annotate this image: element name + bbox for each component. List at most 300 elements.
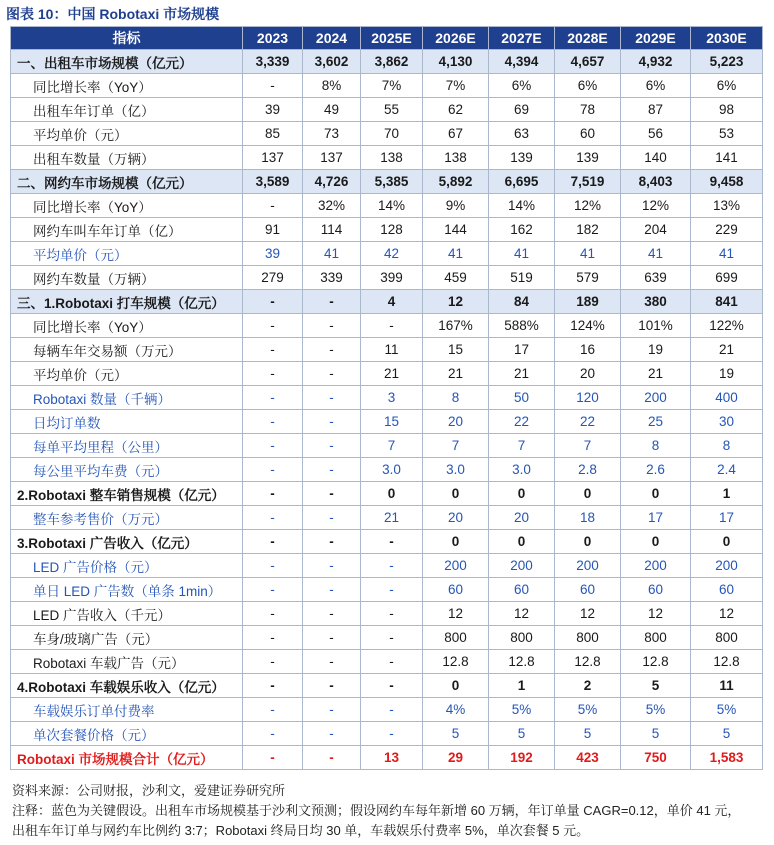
row-label: 4.Robotaxi 车载娱乐收入（亿元） (11, 674, 243, 698)
value-cell: 19 (691, 362, 763, 386)
row-label: 日均订单数 (11, 410, 243, 434)
table-row (11, 746, 763, 770)
source-note: 资料来源：公司财报，沙利文，爱建证券研究所 (12, 783, 286, 798)
value-cell: 15 (423, 338, 489, 362)
table-row (11, 434, 763, 458)
value-cell: 21 (489, 362, 555, 386)
value-cell: 17 (489, 338, 555, 362)
value-cell: 69 (489, 98, 555, 122)
value-cell: 21 (621, 362, 691, 386)
value-cell: 128 (361, 218, 423, 242)
value-cell: 41 (423, 242, 489, 266)
header-year: 2026E (423, 27, 489, 50)
row-label: 平均单价（元） (11, 242, 243, 266)
value-cell: 114 (303, 218, 361, 242)
row-label: 整车参考售价（万元） (11, 506, 243, 530)
value-cell: - (303, 314, 361, 338)
value-cell: 2.4 (691, 458, 763, 482)
value-cell: 0 (423, 482, 489, 506)
value-cell: 101% (621, 314, 691, 338)
row-label: 3.Robotaxi 广告收入（亿元） (11, 530, 243, 554)
row-label: LED 广告收入（千元） (11, 602, 243, 626)
value-cell: 20 (489, 506, 555, 530)
table-body (11, 50, 763, 770)
value-cell: 200 (621, 554, 691, 578)
assumption-note: 注释：蓝色为关键假设。出租车市场规模基于沙利文预测；假设网约车每年新增 60 万辆，年订单量 CAGR=0.12，单价 41 元， (12, 803, 741, 818)
row-label: 同比增长率（YoY） (11, 194, 243, 218)
table-row (11, 458, 763, 482)
value-cell: 204 (621, 218, 691, 242)
value-cell: 588% (489, 314, 555, 338)
row-label: 单日 LED 广告数（单条 1min） (11, 578, 243, 602)
value-cell: 5% (621, 698, 691, 722)
row-label: 平均单价（元） (11, 122, 243, 146)
value-cell: 1 (489, 674, 555, 698)
value-cell: - (303, 578, 361, 602)
value-cell: 0 (423, 530, 489, 554)
value-cell: 200 (489, 554, 555, 578)
value-cell: 167% (423, 314, 489, 338)
value-cell: 12 (691, 602, 763, 626)
table-row (11, 482, 763, 506)
header-year: 2023 (243, 27, 303, 50)
value-cell: 3,602 (303, 50, 361, 74)
value-cell: 21 (423, 362, 489, 386)
value-cell: 5 (621, 722, 691, 746)
row-label: 平均单价（元） (11, 362, 243, 386)
value-cell: - (361, 674, 423, 698)
value-cell: 7 (361, 434, 423, 458)
value-cell: - (243, 290, 303, 314)
table-row (11, 626, 763, 650)
value-cell: 6% (489, 74, 555, 98)
value-cell: 3.0 (361, 458, 423, 482)
value-cell: 20 (423, 506, 489, 530)
value-cell: - (243, 578, 303, 602)
value-cell: 229 (691, 218, 763, 242)
table-row (11, 554, 763, 578)
row-label: Robotaxi 数量（千辆） (11, 386, 243, 410)
table-row (11, 506, 763, 530)
value-cell: 200 (621, 386, 691, 410)
value-cell: 5 (621, 674, 691, 698)
value-cell: 9,458 (691, 170, 763, 194)
value-cell: - (243, 506, 303, 530)
value-cell: 29 (423, 746, 489, 770)
row-label: 同比增长率（YoY） (11, 314, 243, 338)
value-cell: 7 (423, 434, 489, 458)
row-label: 同比增长率（YoY） (11, 74, 243, 98)
table-row (11, 194, 763, 218)
value-cell: 12.8 (621, 650, 691, 674)
table-row (11, 674, 763, 698)
value-cell: 73 (303, 122, 361, 146)
value-cell: 20 (555, 362, 621, 386)
row-label: 网约车叫车年订单（亿） (11, 218, 243, 242)
value-cell: - (243, 722, 303, 746)
value-cell: 18 (555, 506, 621, 530)
value-cell: 137 (243, 146, 303, 170)
value-cell: - (303, 626, 361, 650)
value-cell: 0 (621, 482, 691, 506)
value-cell: 3 (361, 386, 423, 410)
value-cell: 12.8 (691, 650, 763, 674)
value-cell: 11 (361, 338, 423, 362)
value-cell: 4 (361, 290, 423, 314)
value-cell: 56 (621, 122, 691, 146)
table-row (11, 170, 763, 194)
row-label: 出租车数量（万辆） (11, 146, 243, 170)
value-cell: - (303, 482, 361, 506)
value-cell: - (243, 650, 303, 674)
value-cell: 4,932 (621, 50, 691, 74)
value-cell: - (243, 386, 303, 410)
value-cell: 750 (621, 746, 691, 770)
value-cell: - (303, 458, 361, 482)
value-cell: 200 (555, 554, 621, 578)
value-cell: 11 (691, 674, 763, 698)
value-cell: 16 (555, 338, 621, 362)
row-label: 二、网约车市场规模（亿元） (11, 170, 243, 194)
value-cell: 42 (361, 242, 423, 266)
value-cell: 800 (621, 626, 691, 650)
value-cell: 380 (621, 290, 691, 314)
value-cell: 8,403 (621, 170, 691, 194)
value-cell: 122% (691, 314, 763, 338)
value-cell: 200 (423, 554, 489, 578)
value-cell: 41 (621, 242, 691, 266)
value-cell: 8 (691, 434, 763, 458)
value-cell: 12 (423, 602, 489, 626)
value-cell: 5% (489, 698, 555, 722)
value-cell: 5,223 (691, 50, 763, 74)
table-row (11, 386, 763, 410)
table-row (11, 722, 763, 746)
value-cell: - (361, 530, 423, 554)
value-cell: 519 (489, 266, 555, 290)
value-cell: 22 (555, 410, 621, 434)
table-row (11, 122, 763, 146)
value-cell: 6% (691, 74, 763, 98)
robotaxi-market-table (10, 26, 763, 770)
value-cell: 17 (621, 506, 691, 530)
value-cell: 0 (691, 530, 763, 554)
row-label: Robotaxi 市场规模合计（亿元） (11, 746, 243, 770)
value-cell: - (243, 314, 303, 338)
value-cell: 39 (243, 98, 303, 122)
value-cell: 6,695 (489, 170, 555, 194)
value-cell: 12 (489, 602, 555, 626)
header-year: 2024 (303, 27, 361, 50)
value-cell: 3.0 (489, 458, 555, 482)
value-cell: - (303, 338, 361, 362)
header-year: 2027E (489, 27, 555, 50)
value-cell: 14% (489, 194, 555, 218)
value-cell: 63 (489, 122, 555, 146)
value-cell: 7 (555, 434, 621, 458)
value-cell: - (361, 650, 423, 674)
value-cell: 41 (489, 242, 555, 266)
table-row (11, 98, 763, 122)
value-cell: 138 (361, 146, 423, 170)
value-cell: 49 (303, 98, 361, 122)
value-cell: 14% (361, 194, 423, 218)
value-cell: 0 (621, 530, 691, 554)
value-cell: - (243, 698, 303, 722)
value-cell: - (243, 626, 303, 650)
value-cell: 699 (691, 266, 763, 290)
value-cell: 0 (423, 674, 489, 698)
row-label: 2.Robotaxi 整车销售规模（亿元） (11, 482, 243, 506)
value-cell: 15 (361, 410, 423, 434)
row-label: 出租车年订单（亿） (11, 98, 243, 122)
value-cell: - (243, 434, 303, 458)
value-cell: 639 (621, 266, 691, 290)
value-cell: - (361, 602, 423, 626)
value-cell: - (303, 434, 361, 458)
table-row (11, 74, 763, 98)
table-row (11, 362, 763, 386)
value-cell: - (243, 602, 303, 626)
row-label: LED 广告价格（元） (11, 554, 243, 578)
value-cell: - (243, 554, 303, 578)
value-cell: - (303, 674, 361, 698)
value-cell: 5% (555, 698, 621, 722)
value-cell: 2.6 (621, 458, 691, 482)
value-cell: 3.0 (423, 458, 489, 482)
value-cell: - (243, 746, 303, 770)
value-cell: - (303, 650, 361, 674)
value-cell: 78 (555, 98, 621, 122)
table-row (11, 314, 763, 338)
value-cell: 5 (555, 722, 621, 746)
value-cell: 60 (621, 578, 691, 602)
value-cell: 120 (555, 386, 621, 410)
value-cell: 189 (555, 290, 621, 314)
value-cell: 85 (243, 122, 303, 146)
value-cell: 4,394 (489, 50, 555, 74)
value-cell: - (243, 410, 303, 434)
value-cell: 12.8 (555, 650, 621, 674)
value-cell: 3,589 (243, 170, 303, 194)
value-cell: 20 (423, 410, 489, 434)
value-cell: 12.8 (489, 650, 555, 674)
value-cell: 60 (691, 578, 763, 602)
value-cell: - (361, 722, 423, 746)
value-cell: 7 (489, 434, 555, 458)
header-year: 2030E (691, 27, 763, 50)
value-cell: 9% (423, 194, 489, 218)
value-cell: 5,892 (423, 170, 489, 194)
value-cell: 3,339 (243, 50, 303, 74)
value-cell: 60 (555, 578, 621, 602)
value-cell: 4,726 (303, 170, 361, 194)
value-cell: - (361, 314, 423, 338)
table-row (11, 338, 763, 362)
value-cell: 21 (361, 362, 423, 386)
value-cell: 67 (423, 122, 489, 146)
value-cell: - (361, 698, 423, 722)
value-cell: 5% (691, 698, 763, 722)
value-cell: 459 (423, 266, 489, 290)
header-indicator: 指标 (11, 27, 243, 50)
value-cell: 55 (361, 98, 423, 122)
value-cell: 124% (555, 314, 621, 338)
value-cell: 339 (303, 266, 361, 290)
value-cell: 5 (423, 722, 489, 746)
value-cell: 4% (423, 698, 489, 722)
value-cell: 140 (621, 146, 691, 170)
table-row (11, 650, 763, 674)
value-cell: 1 (691, 482, 763, 506)
value-cell: - (303, 698, 361, 722)
value-cell: - (361, 626, 423, 650)
value-cell: 3,862 (361, 50, 423, 74)
value-cell: 32% (303, 194, 361, 218)
value-cell: 0 (555, 482, 621, 506)
value-cell: 4,657 (555, 50, 621, 74)
table-row (11, 266, 763, 290)
value-cell: 7% (361, 74, 423, 98)
value-cell: 141 (691, 146, 763, 170)
header-year: 2025E (361, 27, 423, 50)
table-row (11, 578, 763, 602)
value-cell: - (243, 74, 303, 98)
value-cell: 279 (243, 266, 303, 290)
value-cell: 19 (621, 338, 691, 362)
value-cell: - (303, 506, 361, 530)
value-cell: - (243, 530, 303, 554)
row-label: 一、出租车市场规模（亿元） (11, 50, 243, 74)
value-cell: 192 (489, 746, 555, 770)
value-cell: 5 (489, 722, 555, 746)
value-cell: 8 (621, 434, 691, 458)
row-label: 车载娱乐订单付费率 (11, 698, 243, 722)
value-cell: - (361, 554, 423, 578)
row-label: 车身/玻璃广告（元） (11, 626, 243, 650)
value-cell: 800 (555, 626, 621, 650)
value-cell: - (303, 554, 361, 578)
value-cell: 6% (621, 74, 691, 98)
value-cell: 98 (691, 98, 763, 122)
value-cell: 841 (691, 290, 763, 314)
value-cell: 12.8 (423, 650, 489, 674)
value-cell: 162 (489, 218, 555, 242)
value-cell: 13 (361, 746, 423, 770)
value-cell: - (303, 722, 361, 746)
row-label: Robotaxi 车载广告（元） (11, 650, 243, 674)
value-cell: 400 (691, 386, 763, 410)
table-row (11, 698, 763, 722)
value-cell: 39 (243, 242, 303, 266)
table-row (11, 218, 763, 242)
value-cell: 0 (489, 482, 555, 506)
value-cell: 5,385 (361, 170, 423, 194)
header-year: 2028E (555, 27, 621, 50)
value-cell: 7% (423, 74, 489, 98)
footnotes (12, 781, 772, 841)
value-cell: 8% (303, 74, 361, 98)
value-cell: 5 (691, 722, 763, 746)
value-cell: 399 (361, 266, 423, 290)
value-cell: 0 (489, 530, 555, 554)
row-label: 每辆车年交易额（万元） (11, 338, 243, 362)
row-label: 网约车数量（万辆） (11, 266, 243, 290)
value-cell: 87 (621, 98, 691, 122)
value-cell: 4,130 (423, 50, 489, 74)
value-cell: 139 (555, 146, 621, 170)
value-cell: 12% (555, 194, 621, 218)
value-cell: - (303, 290, 361, 314)
table-row (11, 242, 763, 266)
value-cell: 60 (423, 578, 489, 602)
value-cell: 62 (423, 98, 489, 122)
value-cell: 137 (303, 146, 361, 170)
table-row (11, 410, 763, 434)
row-label: 每公里平均车费（元） (11, 458, 243, 482)
value-cell: 182 (555, 218, 621, 242)
value-cell: 800 (691, 626, 763, 650)
value-cell: - (303, 746, 361, 770)
value-cell: 41 (555, 242, 621, 266)
value-cell: 138 (423, 146, 489, 170)
value-cell: 21 (691, 338, 763, 362)
value-cell: 50 (489, 386, 555, 410)
value-cell: - (243, 194, 303, 218)
value-cell: 60 (489, 578, 555, 602)
value-cell: 8 (423, 386, 489, 410)
value-cell: 13% (691, 194, 763, 218)
value-cell: 0 (555, 530, 621, 554)
header-year: 2029E (621, 27, 691, 50)
value-cell: - (303, 602, 361, 626)
value-cell: 30 (691, 410, 763, 434)
value-cell: 800 (489, 626, 555, 650)
value-cell: 12% (621, 194, 691, 218)
value-cell: 2.8 (555, 458, 621, 482)
assumption-note-cont: 出租车年订单与网约车比例约 3:7；Robotaxi 终局日均 30 单，车载娱乐付费率 5%，单次套餐 5 元。 (12, 823, 590, 838)
row-label: 三、1.Robotaxi 打车规模（亿元） (11, 290, 243, 314)
value-cell: 1,583 (691, 746, 763, 770)
table-row (11, 290, 763, 314)
table-row (11, 530, 763, 554)
value-cell: - (243, 674, 303, 698)
table-row (11, 50, 763, 74)
value-cell: 423 (555, 746, 621, 770)
value-cell: 800 (423, 626, 489, 650)
value-cell: 17 (691, 506, 763, 530)
value-cell: 579 (555, 266, 621, 290)
value-cell: 12 (621, 602, 691, 626)
value-cell: 12 (555, 602, 621, 626)
value-cell: 60 (555, 122, 621, 146)
value-cell: 0 (361, 482, 423, 506)
value-cell: - (243, 458, 303, 482)
value-cell: 41 (303, 242, 361, 266)
value-cell: - (243, 362, 303, 386)
value-cell: - (303, 386, 361, 410)
value-cell: - (361, 578, 423, 602)
value-cell: 22 (489, 410, 555, 434)
value-cell: 21 (361, 506, 423, 530)
value-cell: 41 (691, 242, 763, 266)
value-cell: 84 (489, 290, 555, 314)
value-cell: 200 (691, 554, 763, 578)
chart-title: 图表 10：中国 Robotaxi 市场规模 (6, 6, 220, 22)
row-label: 每单平均里程（公里） (11, 434, 243, 458)
value-cell: 2 (555, 674, 621, 698)
value-cell: 7,519 (555, 170, 621, 194)
